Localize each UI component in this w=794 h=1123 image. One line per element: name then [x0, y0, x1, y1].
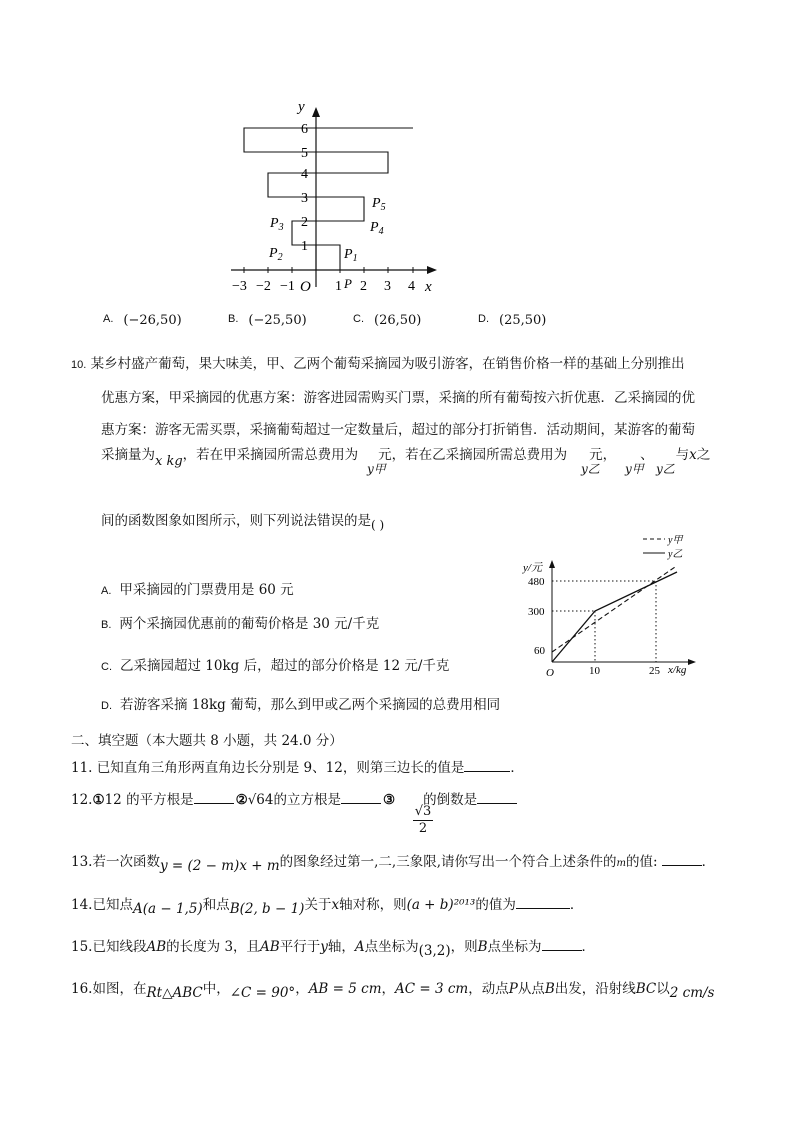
- q10-option-d: D. 若游客采摘 18kg 葡萄，那么到甲或乙两个采摘园的总费用相同: [101, 697, 501, 713]
- q11: 11. 已知直角三角形两直角边长分别是 9、12，则第三边长的值是 ．: [71, 756, 524, 776]
- x-tick-25: 25: [649, 665, 660, 677]
- fraction-sqrt3-over-2: [413, 804, 433, 837]
- answer-paren: ( ): [371, 518, 385, 532]
- x-tick-2: 2: [360, 279, 367, 294]
- q14: 14.已知点A(a − 1,5)和点B(2, b − 1)关于x轴对称，则(a + b)²⁰¹³的值为 ．: [71, 893, 583, 913]
- section-2-heading: 二、填空题（本大题共 8 小题，共 24.0 分）: [71, 733, 343, 749]
- point-p: P: [344, 276, 352, 291]
- answer-blank: [464, 757, 510, 772]
- q16: 16.如图，在Rt△ABC中，∠C = 90°，AB = 5 cm，AC = 3 cm，动点P从点B出发，沿射线BC以2 cm/s: [71, 981, 715, 1001]
- answer-blank-1: [194, 789, 234, 804]
- q9-option-b: [228, 313, 307, 328]
- var-x-kg: x kg: [155, 454, 183, 469]
- x-tick-10: 10: [589, 665, 600, 677]
- option-key: B.: [228, 313, 239, 325]
- y-jia-2: y甲: [625, 462, 644, 476]
- answer-blank: [516, 894, 570, 909]
- y-tick-2: 2: [301, 215, 308, 230]
- x-tick-4: 4: [408, 279, 415, 294]
- origin-label: O: [300, 279, 311, 295]
- option-key: D.: [478, 313, 489, 325]
- point-p5: $P_5$: [372, 196, 386, 213]
- option-key: C.: [353, 313, 364, 325]
- option-text: (−25,50): [248, 313, 307, 328]
- x-tick-1: 1: [335, 279, 342, 294]
- y-tick-480: 480: [528, 576, 545, 588]
- y-tick-300: 300: [528, 606, 545, 618]
- answer-blank-3: [477, 789, 517, 804]
- x-tick-3: 3: [384, 279, 391, 294]
- answer-blank: [662, 851, 702, 866]
- y-axis-arrow: [312, 107, 320, 117]
- q10-line-3: 惠方案：游客无需买票，采摘葡萄超过一定数量后，超过的部分打折销售．活动期间，某游客的葡萄: [101, 422, 695, 438]
- point-p1: $P_1$: [344, 247, 358, 264]
- y-tick-3: 3: [301, 191, 308, 206]
- y-tick-60: 60: [534, 645, 545, 657]
- x-tick-neg1: −1: [280, 279, 295, 294]
- y-tick-6: 6: [301, 122, 308, 137]
- q9-option-c: [353, 313, 421, 328]
- y-tick-1: 1: [301, 239, 308, 254]
- point-p4: $P_4$: [370, 220, 384, 237]
- x-axis-arrow: [427, 266, 437, 274]
- legend-jia-label: y甲: [668, 535, 683, 546]
- q10-line-1: [71, 352, 685, 372]
- option-text: (25,50): [499, 313, 547, 328]
- q10-text-1: 某乡村盛产葡萄，果大味美，甲、乙两个葡萄采摘园为吸引游客，在销售价格一样的基础上分别推出: [90, 356, 685, 372]
- q10-number: 10.: [71, 359, 87, 371]
- q10-line-2: 优惠方案，甲采摘园的优惠方案：游客进园需购买门票，采摘的所有葡萄按六折优惠．乙采摘园的优: [101, 390, 695, 406]
- spiral-path-figure: [225, 95, 450, 295]
- sqrt-64: √64: [247, 792, 274, 808]
- x-tick-neg2: −2: [256, 279, 271, 294]
- var-x: x: [689, 447, 697, 463]
- point-p2: $P_2$: [269, 246, 283, 263]
- line-y-yi: [552, 572, 677, 662]
- q10-option-a: A. 甲采摘园的门票费用是 60 元: [101, 582, 294, 598]
- option-text: (−26,50): [123, 313, 182, 328]
- option-key: A.: [103, 313, 114, 325]
- q10-option-c: C. 乙采摘园超过 10kg 后，超过的部分价格是 12 元/千克: [101, 658, 450, 674]
- origin-label: O: [546, 667, 554, 679]
- q10-line-4: 采摘量为x kg，若在甲采摘园所需总费用为 元，若在乙采摘园所需总费用为 元， 、 与x之: [101, 447, 711, 469]
- fraction-numerator: √3: [414, 804, 432, 819]
- x-axis-label: x: [425, 279, 432, 295]
- q13: 13.若一次函数y = (2 − m)x + m的图象经过第一,二,三象限,请你写出一个符合上述条件的m的值: ．: [71, 850, 715, 870]
- option-text: (26,50): [374, 313, 422, 328]
- fraction-denominator: 2: [418, 821, 428, 836]
- q15: 15.已知线段AB的长度为 3，且AB平行于y轴，A点坐标为(3,2)，则B点坐标为 ．: [71, 935, 595, 955]
- point-p3: $P_3$: [270, 216, 284, 233]
- y-tick-4: 4: [301, 167, 308, 182]
- legend-yi-label: y乙: [668, 549, 683, 560]
- y-yi-1: y乙: [581, 462, 600, 476]
- x-tick-neg3: −3: [232, 279, 247, 294]
- cost-graph-figure: [520, 533, 700, 683]
- y-axis-label: y/元: [523, 562, 542, 574]
- answer-blank-2: [341, 789, 381, 804]
- q9-option-a: [103, 313, 182, 328]
- y-yi-2: y乙: [656, 462, 675, 476]
- y-tick-5: 5: [301, 146, 308, 161]
- y-jia-1: y甲: [367, 462, 386, 476]
- q10-option-b: B. 两个采摘园优惠前的葡萄价格是 30 元/千克: [101, 616, 380, 632]
- q12: 12.①12 的平方根是 ②√64的立方根是 ③ 的倒数是: [71, 788, 517, 808]
- q10-line-5: 间的函数图象如图所示，则下列说法错误的是( ): [101, 513, 385, 532]
- q9-option-d: [478, 313, 546, 328]
- x-axis-label: x/kg: [668, 664, 687, 676]
- y-axis-label: y: [298, 99, 305, 115]
- answer-blank: [542, 936, 582, 951]
